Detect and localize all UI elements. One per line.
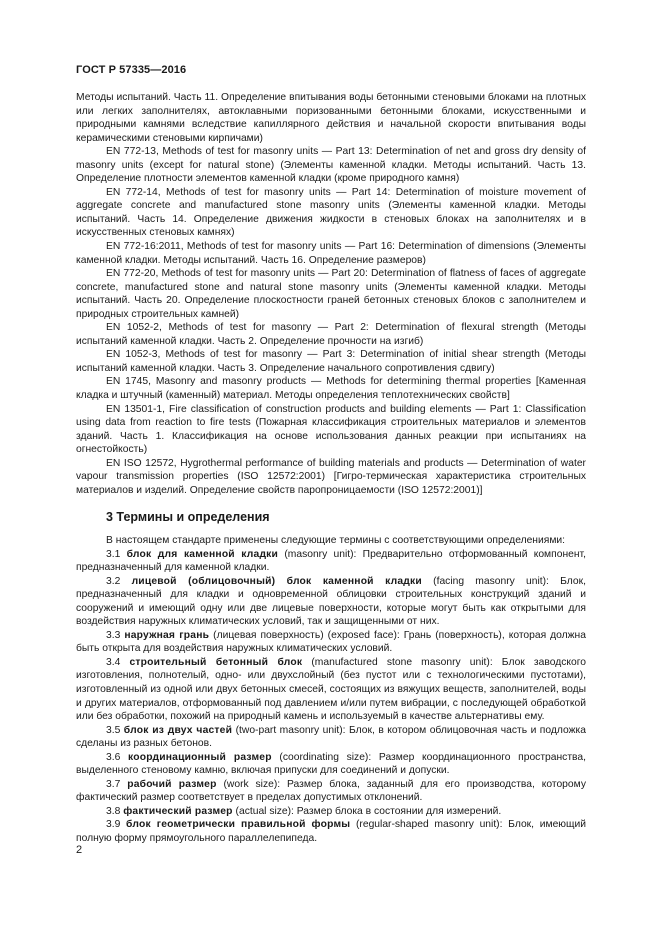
term-number: 3.2 (106, 575, 121, 587)
term-number: 3.8 (106, 805, 121, 817)
term-name: фактический размер (123, 805, 233, 817)
reference-item: EN 772-16:2011, Methods of test for masonry units — Part 16: Determination of dimensions (Элементы каменной кладки. Методы испытаний. Часть 16. Определение размеров) (76, 241, 586, 266)
term-entry (76, 724, 586, 751)
section-intro: В настоящем стандарте применены следующие термины с соответствующими определениями: (106, 535, 566, 546)
section-title: 3 Термины и определения (106, 510, 270, 524)
term-definition: (regular-shaped masonry unit): Блок, имеющий полную форму прямоугольного параллелепипеда. (76, 819, 586, 845)
term-definition: (manufactured stone masonry unit): Блок заводского изготовления, полнотелый, одно- или двухслойный (без пустот или с технологическими пустотами), изготовленный из одной или двух бетонных смесей, состоящих из вяжущих веществ, заполнителей, воды и других материалов, отформованный под давлением и/или путем вибрации, с последующей обработкой или без обработки, похожий на природный камень и используемый в качестве альтернативы ему. (76, 656, 586, 723)
reference-item: EN 1745, Masonry and masonry products — Methods for determining thermal properties [Каменная кладка и штучный (каменный) материал. Методы определения теплотехнических свойств] (76, 376, 586, 402)
term-definition: (facing masonry unit): Блок, предназначенный для кладки и одновременной облицовки строительных конструкций зданий и сооружений и имеющий одну или две лицевые поверхности, которые могут быть как открытыми для воздействия наружных климатических условий, так и защищенными от них. (76, 575, 586, 628)
reference-item: EN 1052-2, Methods of test for masonry — Part 2: Determination of flexural strength (Методы испытаний каменной кладки. Часть 2. Определение прочности на изгиб) (76, 322, 586, 347)
reference-item: EN 772-13, Methods of test for masonry units — Part 13: Determination of net and gross dry density of masonry units (except for natural stone) (Элементы каменной кладки. Методы испытаний. Часть 13. Определение плотности элементов каменной кладки (кроме природного камня) (76, 146, 586, 185)
reference-item: EN 772-20, Methods of test for masonry units — Part 20: Determination of flatness of faces of aggregate concrete, manufactured stone and natural stone masonry units (Элементы каменной кладки. Методы испытаний. Часть 20. Определение плоскостности граней бетонных стеновых блоков с заполнителем и природных строительных камней) (76, 268, 586, 320)
term-number: 3.3 (106, 629, 121, 641)
terms-section (76, 534, 586, 846)
reference-item: EN ISO 12572, Hygrothermal performance of building materials and products — Determination of water vapour transmission properties (ISO 12572:2001) [Гигро-термическая характеристика строительных материалов и изделий. Определение свойств паропроницаемости (ISO 12572:2001)] (76, 457, 586, 496)
term-name: лицевой (облицовочный) блок каменной кладки (131, 575, 422, 587)
term-entry (76, 818, 586, 845)
term-entry (76, 778, 586, 805)
term-entry (76, 751, 586, 778)
term-number: 3.1 (106, 548, 121, 560)
term-name: блок геометрически правильной формы (126, 819, 351, 831)
term-name: строительный бетонный блок (129, 656, 303, 668)
term-name: блок для каменной кладки (126, 548, 279, 560)
term-number: 3.7 (106, 778, 121, 790)
term-entry (76, 805, 586, 819)
reference-item: EN 13501-1, Fire classification of construction products and building elements — Part 1: Classification using data from reaction to fire tests (Пожарная классификация строительных материалов и элементов зданий. Часть 1. Классификация на основе использования данных реакции при испытаниях на огнестойкость) (76, 403, 586, 456)
term-definition: (masonry unit): Предварительно отформованный компонент, предназначенный для каменной кладки. (76, 548, 586, 574)
term-definition: (two-part masonry unit): Блок, в котором облицовочная часть и подложка сделаны из разных бетонов. (76, 724, 586, 750)
term-name: координационный размер (128, 751, 272, 763)
term-definition: (лицевая поверхность) (exposed face): Грань (поверхность), которая должна быть открыта для воздействия наружных климатических условий. (76, 629, 586, 655)
term-name: блок из двух частей (123, 724, 233, 736)
term-entry (76, 575, 586, 629)
reference-item: Методы испытаний. Часть 11. Определение впитывания воды бетонными стеновыми блоками на плотных или легких заполнителях, автоклавными поризованными бетонными блоками, искусственными и природными камнями вследствие капиллярного действия и начальной скорости впитывания воды керамическими стеновыми кирпичами) (76, 92, 586, 144)
document-header: ГОСТ Р 57335—2016 (76, 64, 187, 76)
term-name: наружная грань (124, 629, 210, 641)
page-number: 2 (76, 844, 83, 856)
reference-item: EN 1052-3, Methods of test for masonry — Part 3: Determination of initial shear strength (Методы испытаний каменной кладки. Часть 3. Определение начального сопротивления сдвигу) (76, 349, 586, 374)
term-entry (76, 629, 586, 656)
reference-item: EN 772-14, Methods of test for masonry units — Part 14: Determination of moisture movement of aggregate concrete and manufactured stone masonry units (Элементы каменной кладки. Методы испытаний. Часть 14. Определение движения жидкости в стеновых блоках на заполнителях и в искусственных стеновых камнях) (76, 186, 586, 239)
term-definition: (actual size): Размер блока в состоянии для измерений. (232, 805, 502, 817)
normative-references (76, 91, 586, 497)
term-number: 3.9 (106, 819, 121, 831)
term-number: 3.4 (106, 656, 121, 668)
term-definition: (work size): Размер блока, заданный для его производства, которому фактический размер соответствует в пределах допустимых отклонений. (76, 778, 586, 804)
term-name: рабочий размер (127, 778, 217, 790)
term-number: 3.5 (106, 724, 121, 736)
term-definition: (coordinating size): Размер координационного пространства, выделенного стеновому камню, включая припуски для соединений и допуски. (76, 751, 586, 777)
term-entry (76, 656, 586, 724)
term-entry (76, 548, 586, 575)
term-number: 3.6 (106, 751, 121, 763)
